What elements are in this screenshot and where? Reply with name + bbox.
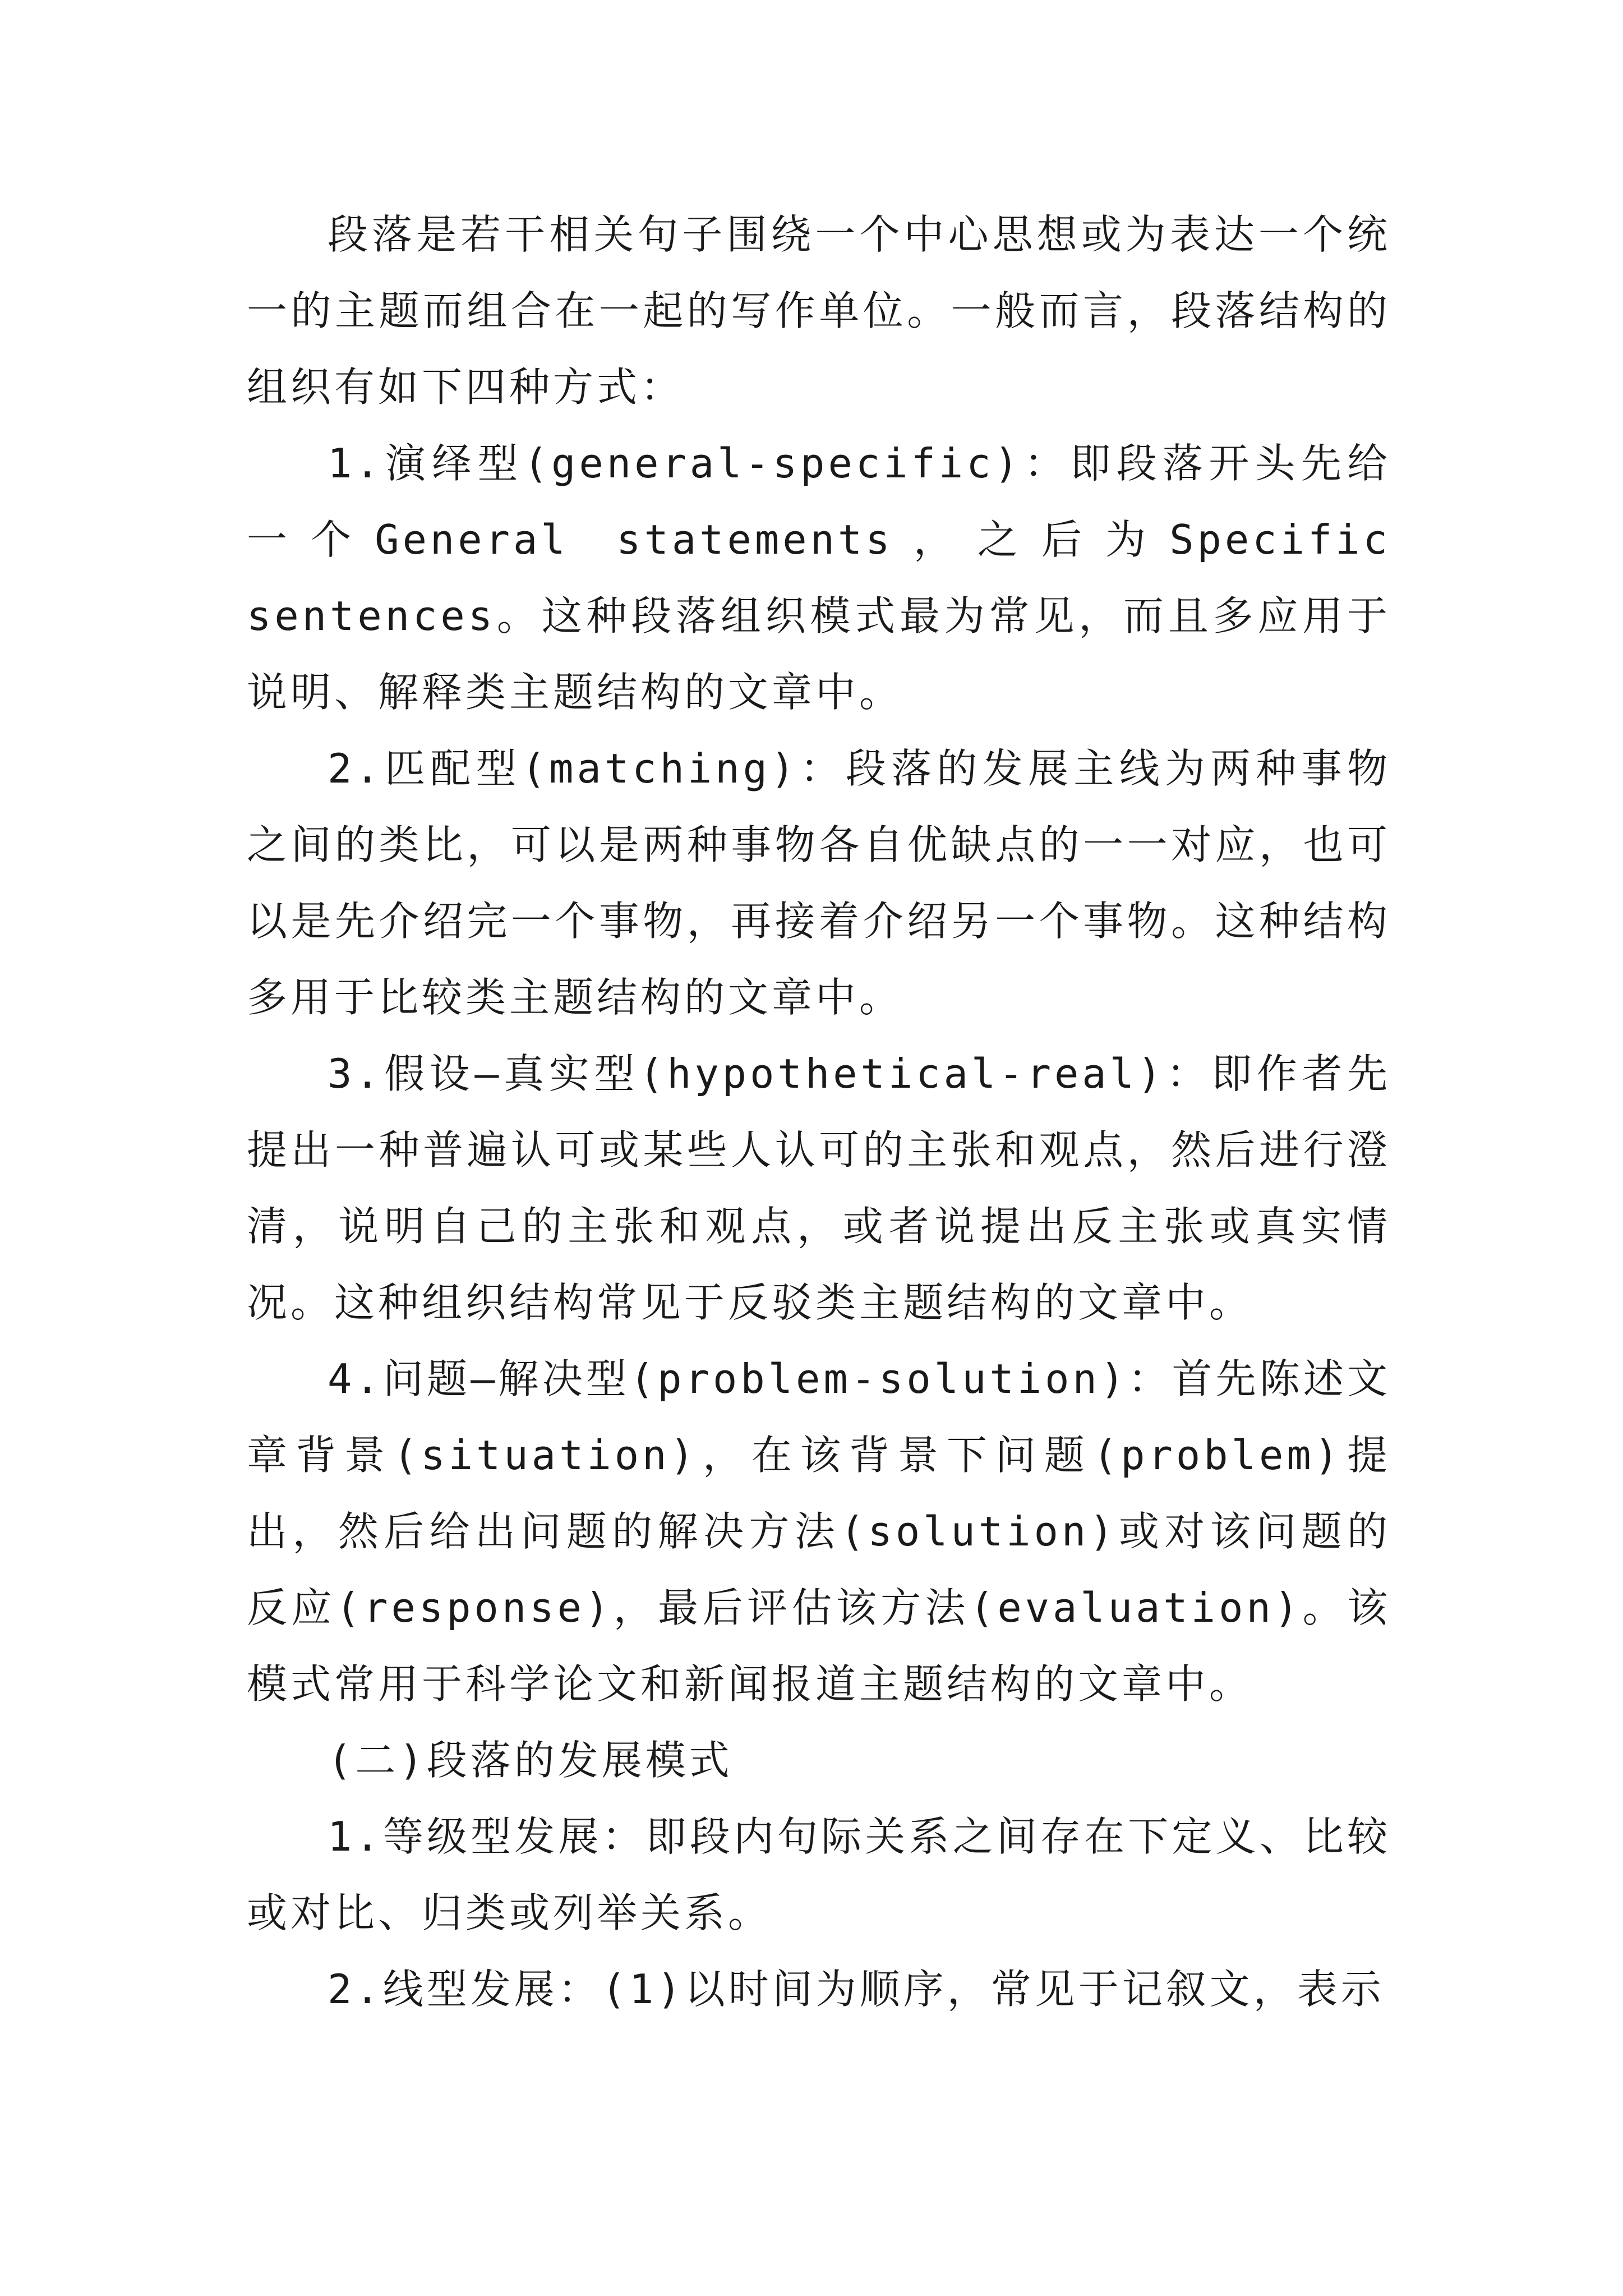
document-page: [247, 196, 1391, 2027]
paragraph-intro: 段落是若干相关句子围绕一个中心思想或为表达一个统一的主题而组合在一起的写作单位。一般而言，段落结构的组织有如下四种方式：: [247, 211, 1391, 411]
paragraph-hierarchical: 1.等级型发展：即段内句际关系之间存在下定义、比较或对比、归类或列举关系。: [247, 1813, 1391, 1936]
paragraph-hypothetical-real: 3.假设—真实型(hypothetical-real)：即作者先提出一种普遍认可或某些人认可的主张和观点，然后进行澄清，说明自己的主张和观点，或者说提出反主张或真实情况。这种组织结构常见于反驳类主题结构的文章中。: [247, 1050, 1391, 1326]
paragraph-linear: 2.线型发展：(1)以时间为顺序，常见于记叙文，表示: [328, 1966, 1385, 2013]
paragraph-problem-solution: 4.问题—解决型(problem-solution)：首先陈述文章背景(situation)，在该背景下问题(problem)提出，然后给出问题的解决方法(solution)或对该问题的反应(response)，最后评估该方法(evaluation)。该模式常用于科学论文和新闻报道主题结构的文章中。: [247, 1355, 1391, 1708]
paragraph-matching: 2.匹配型(matching)：段落的发展主线为两种事物之间的类比，可以是两种事物各自优缺点的一一对应，也可以是先介绍完一个事物，再接着介绍另一个事物。这种结构多用于比较类主题结构的文章中。: [247, 745, 1391, 1021]
section-heading: (二)段落的发展模式: [328, 1737, 733, 1784]
paragraph-deductive: 1.演绎型(general-specific)：即段落开头先给一个General statements，之后为Specific sentences。这种段落组织模式最为常见，而且多应用于说明、解释类主题结构的文章中。: [247, 440, 1391, 716]
